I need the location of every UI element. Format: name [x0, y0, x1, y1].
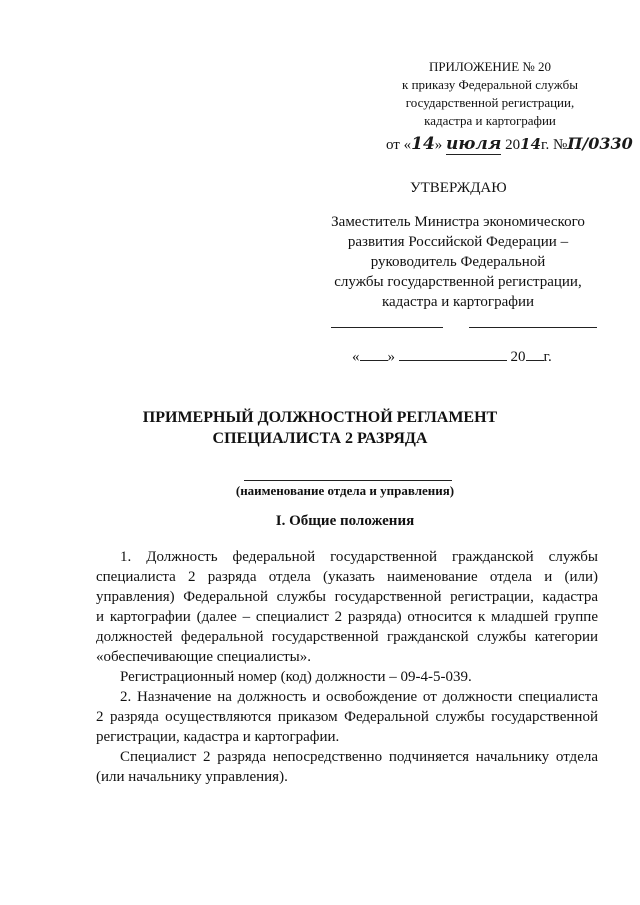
document-title-line-2: СПЕЦИАЛИСТА 2 РАЗРЯДА [212, 430, 428, 447]
annex-title: ПРИЛОЖЕНИЕ № 20 [428, 59, 552, 74]
approve-heading: УТВЕРЖДАЮ [410, 180, 507, 196]
order-day-handwritten: 14 [411, 134, 435, 154]
paragraph-1-line: и картографии (далее – специалист 2 разряда) относится к младшей группе [96, 609, 598, 625]
approve-line-5: кадастра и картографии [381, 294, 535, 310]
document-title [0, 407, 640, 449]
approve-year-end: г. [543, 349, 552, 365]
annex-line-3: кадастра и картографии [424, 113, 556, 128]
section-body [96, 547, 598, 787]
approve-month-blank [399, 346, 507, 361]
annex-line-1: к приказу Федеральной службы [402, 77, 578, 92]
paragraph-1-line: должностей федеральной государственной гражданской службы категории [96, 629, 598, 645]
approve-day-blank [360, 346, 388, 361]
document-title-line-1: ПРИМЕРНЫЙ ДОЛЖНОСТНОЙ РЕГЛАМЕНТ [142, 409, 498, 426]
approve-line-4: службы государственной регистрации, [334, 274, 582, 290]
paragraph-2: Регистрационный номер (код) должности – 09-4-5-039. [120, 669, 472, 685]
section-heading: I. Общие положения [275, 513, 415, 529]
order-number-handwritten: П/0330 [567, 134, 633, 153]
approve-line-3: руководитель Федеральной [370, 254, 546, 270]
paragraph-1-last-line: «обеспечивающие специалисты». [96, 649, 311, 665]
approve-year-blank [526, 346, 544, 361]
approve-line-1: Заместитель Министра экономического [331, 214, 585, 230]
paragraph-1-line: 1. Должность федеральной государственной гражданской службы [120, 549, 598, 565]
paragraph-1-line: специалиста 2 разряда отдела (указать наименование отдела и (или) [96, 569, 598, 585]
annex-line-2: государственной регистрации, [405, 95, 575, 110]
department-blank-line [244, 480, 452, 481]
paragraph-4-line: Специалист 2 разряда непосредственно подчиняется начальнику отдела [120, 749, 598, 765]
approve-date-open: « [352, 349, 360, 365]
order-year-prefix: 20 [505, 137, 521, 153]
paragraph-1-line: управления) Федеральной службы государственной регистрации, кадастра [96, 589, 598, 605]
approve-date-line [352, 346, 552, 367]
paragraph-4-last-line: (или начальнику управления). [96, 769, 288, 785]
approve-line-2: развития Российской Федерации – [347, 234, 569, 250]
department-caption: (наименование отдела и управления) [235, 483, 455, 498]
paragraph-3-line: 2. Назначение на должность и освобождение от должности специалиста [120, 689, 598, 705]
order-date-mid: » [434, 137, 443, 153]
paragraph-3-line: 2 разряда осуществляются приказом Федеральной службы государственной [96, 709, 598, 725]
order-date-prefix: от « [386, 137, 412, 153]
approve-year-text: 20 [510, 349, 526, 365]
order-after-year: г. № [541, 137, 568, 153]
paragraph-3-last-line: регистрации, кадастра и картографии. [96, 729, 340, 745]
order-month-handwritten: июля [446, 134, 502, 154]
order-year-handwritten: 14 [520, 135, 542, 153]
annex-block [380, 58, 600, 130]
approve-date-close: » [387, 349, 395, 365]
signature-name-line [469, 327, 597, 328]
approve-signatory [318, 212, 598, 312]
signature-line [331, 327, 443, 328]
order-date-line [386, 134, 633, 155]
